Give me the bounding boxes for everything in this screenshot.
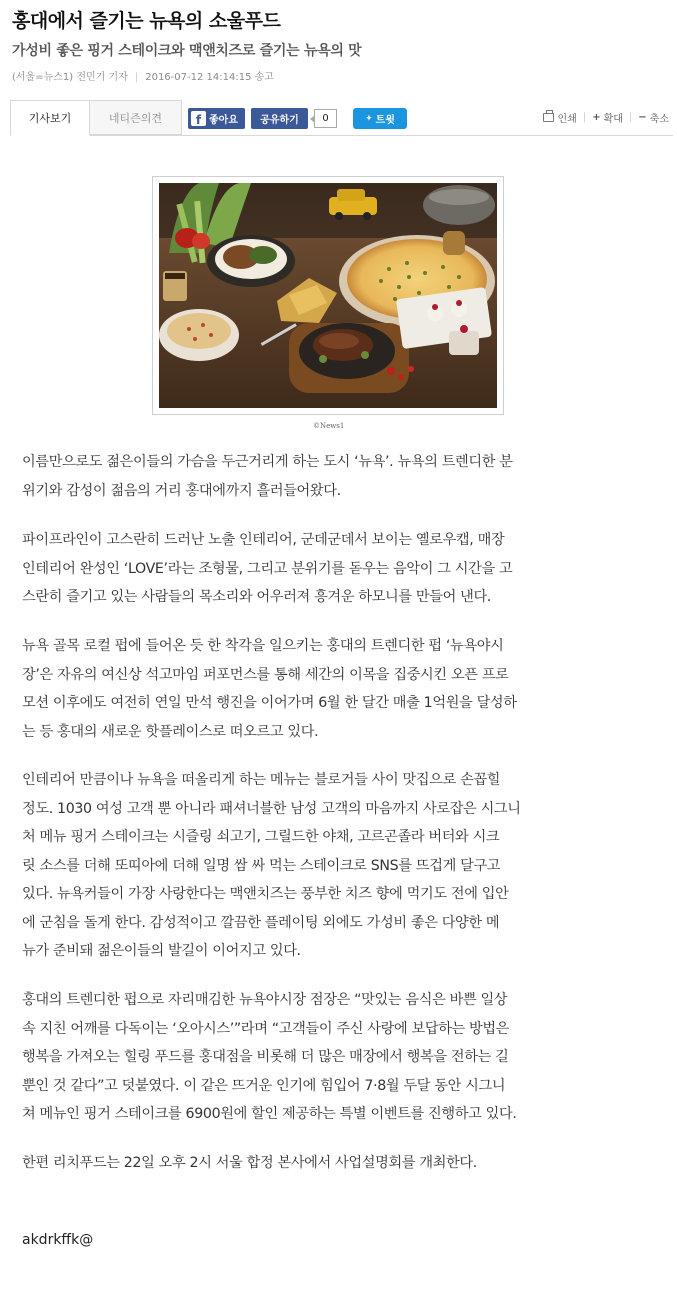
article-subheadline: 가성비 좋은 핑거 스테이크와 맥앤치즈로 즐기는 뉴욕의 맛 xyxy=(12,43,362,59)
article-headline: 홍대에서 즐기는 뉴욕의 소울푸드 xyxy=(12,10,281,32)
plus-icon: + xyxy=(592,112,601,123)
tab-reader-comments[interactable]: 네티즌의견 xyxy=(90,100,182,135)
printer-icon xyxy=(543,113,554,122)
paragraph-line: 홍대의 트렌디한 펍으로 자리매김한 뉴욕야시장 점장은 “맛있는 음식은 바쁜 일상 xyxy=(22,992,508,1008)
paragraph-line: 있다. 뉴욕커들이 가장 사랑한다는 맥앤치즈는 풍부한 치즈 향에 먹기도 전에 입안 xyxy=(22,886,509,902)
zoom-out-label: 축소 xyxy=(649,114,669,125)
zoom-in-label: 확대 xyxy=(603,114,623,125)
facebook-like-button[interactable] xyxy=(188,108,245,129)
article-tools xyxy=(543,110,669,125)
paragraph-line: 위기와 감성이 젊음의 거리 홍대에까지 흘러들어왔다. xyxy=(22,482,341,499)
print-label: 인쇄 xyxy=(557,114,577,125)
article-paragraph xyxy=(22,1149,662,1178)
tab-article-view[interactable]: 기사보기 xyxy=(10,100,90,136)
share-count-badge: 0 xyxy=(314,109,337,128)
paragraph-line: 이름만으로도 젊은이들의 가슴을 두근거리게 하는 도시 ‘뉴욕’. 뉴욕의 트렌디한 분 xyxy=(22,454,513,470)
reporter-email: akdrkffk@ xyxy=(22,1232,94,1248)
paragraph-line: 모션 이후에도 여전히 연일 만석 행진을 이어가며 6월 한 달간 매출 1억원을 달성하 xyxy=(22,695,517,711)
article-paragraph xyxy=(22,632,662,746)
paragraph-line: 는 등 홍대의 새로운 핫플레이스로 떠오르고 있다. xyxy=(22,723,319,740)
paragraph-line: 파이프라인이 고스란히 드러난 노출 인테리어, 군데군데서 보이는 옐로우캡, 매장 xyxy=(22,532,505,548)
article-timestamp: 2016-07-12 14:14:15 송고 xyxy=(145,72,274,83)
article-paragraph xyxy=(22,448,662,505)
paragraph-line: 쳐 메뉴인 핑거 스테이크를 6900원에 할인 제공하는 특별 이벤트를 진행하고 있다. xyxy=(22,1106,517,1122)
facebook-share-button[interactable]: 공유하기 xyxy=(251,108,308,129)
paragraph-line: 정도. 1030 여성 고객 뿐 아니라 패셔너블한 남성 고객의 마음까지 사로잡은 시그니 xyxy=(22,800,521,817)
food-photo-illustration xyxy=(159,183,497,408)
tools-divider: | xyxy=(628,112,633,123)
facebook-icon: f xyxy=(191,111,206,126)
article-photo xyxy=(152,176,504,415)
paragraph-line: 에 군침을 돌게 한다. 감성적이고 깔끔한 플레이팅 외에도 가성비 좋은 다양한 메 xyxy=(22,914,500,931)
paragraph-line: 스란히 즐기고 있는 사람들의 목소리와 어우러져 흥겨운 하모니를 만들어 낸다. xyxy=(22,589,491,605)
twitter-bird-icon: ✦ xyxy=(365,113,373,124)
facebook-like-label: 좋아요 xyxy=(209,115,238,126)
zoom-out-button[interactable] xyxy=(638,110,669,125)
article-source: (서울=뉴스1) 전민기 기자 xyxy=(12,72,128,83)
tools-divider: | xyxy=(582,112,587,123)
article-paragraph xyxy=(22,526,662,612)
paragraph-line: 릿 소스를 더해 또띠아에 더해 일명 쌈 싸 먹는 스테이크로 SNS를 뜨겁게 달구고 xyxy=(22,857,501,874)
twitter-tweet-button[interactable] xyxy=(353,108,407,129)
article-toolbar xyxy=(10,100,673,136)
print-button[interactable] xyxy=(543,110,576,125)
paragraph-line: 뉴가 준비돼 젊은이들의 발길이 이어지고 있다. xyxy=(22,943,301,959)
paragraph-line: 뉴욕 골목 로컬 펍에 들어온 듯 한 착각을 일으키는 홍대의 트렌디한 펍 ‘뉴욕야시 xyxy=(22,638,504,654)
tweet-label: 트윗 xyxy=(375,115,395,126)
paragraph-line: 행복을 가져오는 힐링 푸드를 홍대점을 비롯해 더 많은 매장에서 행복을 전하는 길 xyxy=(22,1049,509,1065)
byline-divider: | xyxy=(134,72,139,83)
article-paragraph xyxy=(22,986,662,1129)
paragraph-line: 인테리어 만큼이나 뉴욕을 떠올리게 하는 메뉴는 블로거들 사이 맛집으로 손꼽힐 xyxy=(22,772,501,788)
byline xyxy=(12,68,274,83)
photo-credit: ©News1 xyxy=(313,422,345,430)
paragraph-line: 장’은 자유의 여신상 석고마임 퍼포먼스를 통해 세간의 이목을 집중시킨 오픈 프로 xyxy=(22,666,509,683)
zoom-in-button[interactable] xyxy=(592,110,623,125)
paragraph-line: 속 지친 어깨를 다독이는 ‘오아시스’”라며 “고객들이 주신 사랑에 보답하는 방법은 xyxy=(22,1020,510,1037)
paragraph-line: 한편 리치푸드는 22일 오후 2시 서울 합정 본사에서 사업설명회를 개최한다. xyxy=(22,1155,477,1171)
paragraph-line: 인테리어 완성인 ‘LOVE’라는 조형물, 그리고 분위기를 돋우는 음악이 그 시간을 고 xyxy=(22,560,513,577)
paragraph-line: 처 메뉴 핑거 스테이크는 시즐링 쇠고기, 그릴드한 야채, 고르곤졸라 버터와 시크 xyxy=(22,829,500,845)
article-paragraph xyxy=(22,766,662,966)
paragraph-line: 뿐인 것 같다”고 덧붙였다. 이 같은 뜨거운 인기에 힘입어 7·8월 두달 동안 시그니 xyxy=(22,1077,506,1094)
minus-icon: − xyxy=(638,112,647,123)
